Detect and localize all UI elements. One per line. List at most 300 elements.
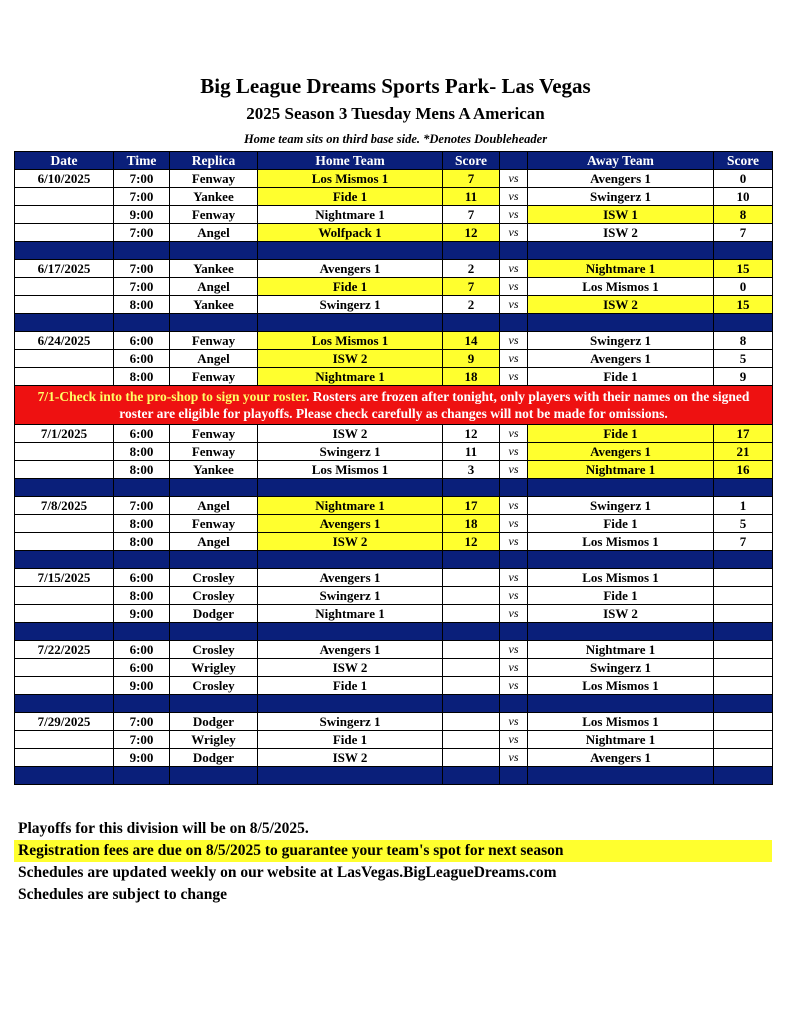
away-score-cell: 0 [714, 278, 773, 296]
header-vs [500, 152, 528, 170]
separator-cell [15, 479, 114, 497]
table-row [15, 749, 773, 767]
separator-cell [15, 551, 114, 569]
date-cell: 7/15/2025 [15, 569, 114, 587]
home-score-cell [443, 659, 500, 677]
vs-cell: vs [500, 497, 528, 515]
time-cell: 7:00 [114, 260, 170, 278]
notice-lead-text: 7/1-Check into the pro-shop to sign your roster [37, 389, 307, 404]
away-team-cell: Los Mismos 1 [528, 677, 714, 695]
date-cell [15, 296, 114, 314]
separator-cell [258, 314, 443, 332]
separator-cell [714, 767, 773, 785]
away-team-cell: Fide 1 [528, 587, 714, 605]
header-replica: Replica [170, 152, 258, 170]
replica-cell: Angel [170, 497, 258, 515]
replica-cell: Yankee [170, 296, 258, 314]
home-team-cell: Avengers 1 [258, 260, 443, 278]
time-cell: 8:00 [114, 461, 170, 479]
time-cell: 9:00 [114, 749, 170, 767]
away-team-cell: Nightmare 1 [528, 641, 714, 659]
home-score-cell: 12 [443, 224, 500, 242]
away-score-cell: 10 [714, 188, 773, 206]
table-row [15, 425, 773, 443]
separator-cell [528, 695, 714, 713]
replica-cell: Crosley [170, 641, 258, 659]
vs-cell: vs [500, 677, 528, 695]
table-row [15, 332, 773, 350]
table-row [15, 569, 773, 587]
replica-cell: Angel [170, 350, 258, 368]
separator-cell [443, 479, 500, 497]
separator-cell [258, 479, 443, 497]
vs-cell: vs [500, 731, 528, 749]
away-score-cell: 15 [714, 296, 773, 314]
away-score-cell [714, 641, 773, 659]
separator-cell [714, 242, 773, 260]
vs-cell: vs [500, 749, 528, 767]
away-score-cell: 0 [714, 170, 773, 188]
separator-cell [114, 479, 170, 497]
time-cell: 7:00 [114, 278, 170, 296]
table-row [15, 587, 773, 605]
table-row [15, 206, 773, 224]
replica-cell: Fenway [170, 425, 258, 443]
home-score-cell: 18 [443, 515, 500, 533]
date-cell [15, 605, 114, 623]
vs-cell: vs [500, 443, 528, 461]
header-time: Time [114, 152, 170, 170]
separator-cell [528, 314, 714, 332]
home-score-cell: 2 [443, 296, 500, 314]
separator-cell [258, 242, 443, 260]
separator-cell [258, 551, 443, 569]
away-score-cell [714, 659, 773, 677]
replica-cell: Fenway [170, 206, 258, 224]
vs-cell: vs [500, 587, 528, 605]
time-cell: 8:00 [114, 368, 170, 386]
away-team-cell: ISW 2 [528, 296, 714, 314]
separator-cell [15, 314, 114, 332]
home-team-cell: Avengers 1 [258, 569, 443, 587]
away-team-cell: Swingerz 1 [528, 332, 714, 350]
table-row [15, 515, 773, 533]
date-cell [15, 206, 114, 224]
home-team-cell: Los Mismos 1 [258, 170, 443, 188]
time-cell: 6:00 [114, 659, 170, 677]
date-cell: 7/29/2025 [15, 713, 114, 731]
home-team-cell: Los Mismos 1 [258, 461, 443, 479]
replica-cell: Crosley [170, 569, 258, 587]
date-cell [15, 533, 114, 551]
home-score-cell: 11 [443, 443, 500, 461]
subject-to-change-note: Schedules are subject to change [18, 886, 227, 903]
away-team-cell: ISW 2 [528, 605, 714, 623]
home-score-cell [443, 749, 500, 767]
away-team-cell: Los Mismos 1 [528, 713, 714, 731]
date-cell [15, 731, 114, 749]
time-cell: 8:00 [114, 296, 170, 314]
away-score-cell: 7 [714, 533, 773, 551]
separator-cell [500, 242, 528, 260]
replica-cell: Fenway [170, 332, 258, 350]
replica-cell: Fenway [170, 515, 258, 533]
away-team-cell: Avengers 1 [528, 749, 714, 767]
table-row [15, 368, 773, 386]
vs-cell: vs [500, 368, 528, 386]
date-cell [15, 278, 114, 296]
vs-cell: vs [500, 350, 528, 368]
away-score-cell: 8 [714, 206, 773, 224]
replica-cell: Wrigley [170, 659, 258, 677]
page-title: Big League Dreams Sports Park- Las Vegas [200, 74, 591, 98]
home-team-cell: Fide 1 [258, 188, 443, 206]
week-separator [15, 314, 773, 332]
away-team-cell: ISW 1 [528, 206, 714, 224]
home-score-cell: 2 [443, 260, 500, 278]
home-score-cell: 7 [443, 170, 500, 188]
header-away-team: Away Team [528, 152, 714, 170]
separator-cell [443, 767, 500, 785]
header-date: Date [15, 152, 114, 170]
away-score-cell [714, 713, 773, 731]
home-score-cell [443, 677, 500, 695]
home-team-cell: Nightmare 1 [258, 497, 443, 515]
home-team-cell: Los Mismos 1 [258, 332, 443, 350]
separator-cell [714, 314, 773, 332]
separator-cell [500, 314, 528, 332]
home-score-cell: 11 [443, 188, 500, 206]
home-team-cell: Swingerz 1 [258, 296, 443, 314]
date-cell: 6/24/2025 [15, 332, 114, 350]
away-score-cell [714, 605, 773, 623]
away-score-cell [714, 569, 773, 587]
separator-cell [500, 623, 528, 641]
separator-cell [114, 767, 170, 785]
header-home-team: Home Team [258, 152, 443, 170]
playoffs-note: Playoffs for this division will be on 8/5/2025. [18, 820, 309, 837]
date-cell: 6/17/2025 [15, 260, 114, 278]
vs-cell: vs [500, 605, 528, 623]
vs-cell: vs [500, 224, 528, 242]
table-row [15, 659, 773, 677]
date-cell: 7/22/2025 [15, 641, 114, 659]
separator-cell [170, 479, 258, 497]
away-team-cell: Swingerz 1 [528, 497, 714, 515]
separator-cell [258, 695, 443, 713]
vs-cell: vs [500, 188, 528, 206]
replica-cell: Wrigley [170, 731, 258, 749]
vs-cell: vs [500, 461, 528, 479]
separator-cell [528, 551, 714, 569]
time-cell: 6:00 [114, 425, 170, 443]
table-row [15, 605, 773, 623]
separator-cell [528, 767, 714, 785]
separator-cell [114, 314, 170, 332]
away-team-cell: Avengers 1 [528, 350, 714, 368]
away-team-cell: Avengers 1 [528, 170, 714, 188]
vs-cell: vs [500, 713, 528, 731]
away-team-cell: Swingerz 1 [528, 659, 714, 677]
table-row [15, 278, 773, 296]
table-row [15, 677, 773, 695]
away-team-cell: Nightmare 1 [528, 731, 714, 749]
time-cell: 8:00 [114, 515, 170, 533]
vs-cell: vs [500, 515, 528, 533]
date-cell [15, 677, 114, 695]
replica-cell: Angel [170, 533, 258, 551]
date-cell [15, 350, 114, 368]
replica-cell: Yankee [170, 260, 258, 278]
date-cell [15, 188, 114, 206]
time-cell: 9:00 [114, 677, 170, 695]
away-score-cell: 17 [714, 425, 773, 443]
away-team-cell: Fide 1 [528, 425, 714, 443]
home-team-note: Home team sits on third base side. *Denotes Doubleheader [243, 132, 548, 146]
home-score-cell: 12 [443, 533, 500, 551]
week-separator [15, 695, 773, 713]
table-row [15, 641, 773, 659]
table-row [15, 188, 773, 206]
away-score-cell: 5 [714, 350, 773, 368]
table-row [15, 533, 773, 551]
vs-cell: vs [500, 260, 528, 278]
time-cell: 7:00 [114, 188, 170, 206]
replica-cell: Crosley [170, 677, 258, 695]
separator-cell [714, 479, 773, 497]
home-team-cell: Fide 1 [258, 731, 443, 749]
separator-cell [528, 479, 714, 497]
away-score-cell: 8 [714, 332, 773, 350]
separator-cell [500, 767, 528, 785]
separator-cell [443, 242, 500, 260]
date-cell [15, 587, 114, 605]
home-team-cell: ISW 2 [258, 749, 443, 767]
home-team-cell: Avengers 1 [258, 515, 443, 533]
separator-cell [443, 695, 500, 713]
replica-cell: Angel [170, 224, 258, 242]
home-team-cell: Swingerz 1 [258, 443, 443, 461]
vs-cell: vs [500, 278, 528, 296]
time-cell: 9:00 [114, 605, 170, 623]
header-home-score: Score [443, 152, 500, 170]
time-cell: 6:00 [114, 332, 170, 350]
replica-cell: Fenway [170, 443, 258, 461]
home-score-cell: 18 [443, 368, 500, 386]
home-score-cell: 14 [443, 332, 500, 350]
away-score-cell: 5 [714, 515, 773, 533]
week-separator [15, 242, 773, 260]
away-score-cell [714, 587, 773, 605]
time-cell: 7:00 [114, 224, 170, 242]
home-team-cell: Swingerz 1 [258, 713, 443, 731]
separator-cell [170, 314, 258, 332]
vs-cell: vs [500, 569, 528, 587]
home-team-cell: ISW 2 [258, 425, 443, 443]
schedule-table [14, 151, 773, 785]
home-score-cell [443, 713, 500, 731]
time-cell: 7:00 [114, 731, 170, 749]
home-team-cell: ISW 2 [258, 350, 443, 368]
away-score-cell [714, 677, 773, 695]
time-cell: 6:00 [114, 569, 170, 587]
away-team-cell: Los Mismos 1 [528, 278, 714, 296]
vs-cell: vs [500, 206, 528, 224]
season-subtitle: 2025 Season 3 Tuesday Mens A American [246, 104, 545, 123]
replica-cell: Fenway [170, 368, 258, 386]
roster-notice [15, 386, 773, 425]
separator-cell [15, 695, 114, 713]
separator-cell [15, 623, 114, 641]
table-row [15, 224, 773, 242]
date-cell: 7/1/2025 [15, 425, 114, 443]
home-team-cell: Fide 1 [258, 278, 443, 296]
table-row [15, 170, 773, 188]
home-score-cell: 9 [443, 350, 500, 368]
vs-cell: vs [500, 659, 528, 677]
replica-cell: Yankee [170, 461, 258, 479]
footer-notes [14, 818, 772, 906]
away-score-cell: 15 [714, 260, 773, 278]
replica-cell: Yankee [170, 188, 258, 206]
table-row [15, 461, 773, 479]
home-team-cell: Nightmare 1 [258, 605, 443, 623]
away-team-cell: Nightmare 1 [528, 461, 714, 479]
time-cell: 7:00 [114, 170, 170, 188]
away-score-cell [714, 749, 773, 767]
home-team-cell: Nightmare 1 [258, 368, 443, 386]
time-cell: 7:00 [114, 713, 170, 731]
schedule-body [15, 170, 773, 785]
away-team-cell: Fide 1 [528, 368, 714, 386]
week-separator [15, 623, 773, 641]
date-cell [15, 461, 114, 479]
home-team-cell: Avengers 1 [258, 641, 443, 659]
week-separator [15, 551, 773, 569]
away-team-cell: Los Mismos 1 [528, 569, 714, 587]
table-row [15, 260, 773, 278]
away-team-cell: Los Mismos 1 [528, 533, 714, 551]
home-score-cell: 7 [443, 206, 500, 224]
home-score-cell [443, 605, 500, 623]
table-row [15, 497, 773, 515]
home-team-cell: Wolfpack 1 [258, 224, 443, 242]
separator-cell [443, 623, 500, 641]
registration-fees-note: Registration fees are due on 8/5/2025 to guarantee your team's spot for next season [14, 840, 772, 862]
separator-cell [114, 623, 170, 641]
separator-cell [15, 242, 114, 260]
table-row [15, 296, 773, 314]
separator-cell [714, 551, 773, 569]
separator-cell [443, 551, 500, 569]
date-cell [15, 224, 114, 242]
vs-cell: vs [500, 296, 528, 314]
separator-cell [114, 242, 170, 260]
replica-cell: Crosley [170, 587, 258, 605]
time-cell: 6:00 [114, 641, 170, 659]
separator-cell [528, 242, 714, 260]
date-cell [15, 515, 114, 533]
away-score-cell [714, 731, 773, 749]
home-team-cell: ISW 2 [258, 659, 443, 677]
vs-cell: vs [500, 170, 528, 188]
home-team-cell: Fide 1 [258, 677, 443, 695]
time-cell: 8:00 [114, 587, 170, 605]
away-score-cell: 9 [714, 368, 773, 386]
home-score-cell [443, 641, 500, 659]
away-score-cell: 21 [714, 443, 773, 461]
time-cell: 8:00 [114, 533, 170, 551]
separator-cell [500, 695, 528, 713]
home-score-cell [443, 731, 500, 749]
away-team-cell: Swingerz 1 [528, 188, 714, 206]
away-team-cell: Avengers 1 [528, 443, 714, 461]
vs-cell: vs [500, 332, 528, 350]
separator-cell [170, 695, 258, 713]
date-cell: 6/10/2025 [15, 170, 114, 188]
home-score-cell [443, 587, 500, 605]
separator-cell [443, 314, 500, 332]
time-cell: 7:00 [114, 497, 170, 515]
vs-cell: vs [500, 641, 528, 659]
table-header-row [15, 152, 773, 170]
separator-cell [170, 767, 258, 785]
home-score-cell: 7 [443, 278, 500, 296]
date-cell: 7/8/2025 [15, 497, 114, 515]
home-score-cell: 3 [443, 461, 500, 479]
separator-cell [170, 623, 258, 641]
table-row [15, 443, 773, 461]
week-separator [15, 767, 773, 785]
replica-cell: Dodger [170, 749, 258, 767]
date-cell [15, 443, 114, 461]
away-score-cell: 1 [714, 497, 773, 515]
separator-cell [714, 695, 773, 713]
away-team-cell: Nightmare 1 [528, 260, 714, 278]
away-score-cell: 7 [714, 224, 773, 242]
separator-cell [258, 623, 443, 641]
separator-cell [15, 767, 114, 785]
date-cell [15, 368, 114, 386]
separator-cell [714, 623, 773, 641]
home-score-cell: 12 [443, 425, 500, 443]
date-cell [15, 659, 114, 677]
away-team-cell: ISW 2 [528, 224, 714, 242]
home-score-cell [443, 569, 500, 587]
table-row [15, 731, 773, 749]
home-team-cell: ISW 2 [258, 533, 443, 551]
replica-cell: Angel [170, 278, 258, 296]
replica-cell: Dodger [170, 605, 258, 623]
home-score-cell: 17 [443, 497, 500, 515]
away-score-cell: 16 [714, 461, 773, 479]
separator-cell [170, 242, 258, 260]
date-cell [15, 749, 114, 767]
separator-cell [114, 695, 170, 713]
table-row [15, 713, 773, 731]
time-cell: 6:00 [114, 350, 170, 368]
replica-cell: Dodger [170, 713, 258, 731]
separator-cell [114, 551, 170, 569]
notice-body-text: . Rosters are frozen after tonight, only players with their names on the signed roster are eligible for playoffs. Please check carefully as changes will not be made for omissions. [119, 389, 750, 421]
table-row [15, 350, 773, 368]
away-team-cell: Fide 1 [528, 515, 714, 533]
time-cell: 9:00 [114, 206, 170, 224]
vs-cell: vs [500, 533, 528, 551]
separator-cell [528, 623, 714, 641]
replica-cell: Fenway [170, 170, 258, 188]
separator-cell [258, 767, 443, 785]
